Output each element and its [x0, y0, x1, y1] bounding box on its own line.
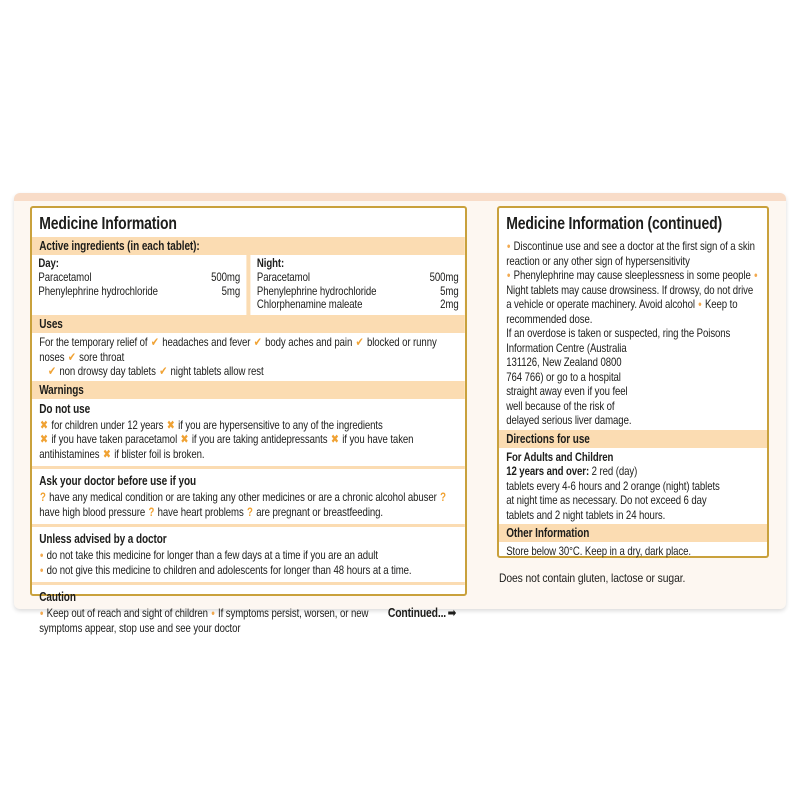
- question-icon: ?: [440, 490, 446, 505]
- ingredient-amount: 5mg: [221, 283, 241, 298]
- arrow-right-icon: ➡: [447, 605, 457, 621]
- directions-bar: Directions for use: [499, 430, 767, 448]
- question-icon: ?: [40, 490, 46, 505]
- text-segment: sore throat: [76, 349, 125, 364]
- dot-icon: •: [40, 606, 44, 621]
- uses-text: [32, 333, 465, 381]
- cross-icon: ✖: [180, 432, 189, 447]
- text-segment: straight away even if you feel: [506, 384, 628, 398]
- section-divider: [32, 582, 465, 585]
- ingredient-row: [38, 285, 240, 299]
- continued-marker: [388, 606, 458, 621]
- text-segment: Keep out of reach and sight of children: [44, 606, 211, 621]
- caution-text: [32, 604, 465, 637]
- text-segment: body aches and pain: [262, 335, 355, 350]
- ingredient-amount: 2mg: [440, 297, 459, 312]
- text-segment: have any medical condition or are taking any other medicines or are a chronic alcohol abuser: [46, 490, 440, 505]
- panel-title-continued: Medicine Information (continued): [506, 213, 722, 233]
- unless-advised-text: [32, 546, 465, 579]
- text-segment: at night time as necessary. Do not exceed 6 day: [506, 493, 707, 507]
- day-ingredients-column: [32, 255, 247, 315]
- ingredient-name: Phenylephrine hydrochloride: [256, 283, 377, 298]
- dot-icon: •: [698, 297, 702, 311]
- ingredient-row: [257, 285, 459, 299]
- caution-body-text: [39, 606, 368, 635]
- night-label: Night:: [256, 256, 285, 270]
- ingredient-amount: 500mg: [211, 269, 241, 284]
- check-icon: ✔: [150, 335, 159, 350]
- cross-icon: ✖: [40, 432, 48, 447]
- ingredient-amount: 500mg: [429, 269, 459, 284]
- cross-icon: ✖: [40, 417, 48, 432]
- continued-label: Continued...: [387, 605, 447, 621]
- text-segment: For the temporary relief of: [39, 335, 151, 350]
- text-segment: delayed serious liver damage.: [506, 413, 632, 427]
- text-segment: Phenylephrine may cause sleeplessness in some people: [511, 268, 754, 282]
- text-segment: 2 red (day): [589, 464, 638, 478]
- night-ingredients-column: [251, 255, 466, 315]
- medicine-info-continued-panel: [497, 206, 769, 558]
- bold-text-segment: For Adults and Children: [506, 449, 614, 464]
- text-segment: tablets every 4-6 hours and 2 orange (night) tablets: [506, 478, 720, 493]
- question-icon: ?: [247, 504, 253, 519]
- ingredient-row: [38, 271, 240, 285]
- ingredients-table: [32, 255, 465, 315]
- text-segment: have high blood pressure: [39, 504, 148, 519]
- cross-icon: ✖: [166, 417, 175, 432]
- cross-icon: ✖: [330, 432, 339, 447]
- allergen-footnote: Does not contain gluten, lactose or sugar.: [499, 571, 686, 585]
- dot-icon: •: [40, 562, 44, 577]
- text-segment: headaches and fever: [159, 335, 253, 350]
- dot-icon: •: [507, 268, 511, 282]
- dot-icon: •: [40, 548, 44, 563]
- day-label: Day:: [38, 256, 59, 270]
- dot-icon: •: [754, 268, 758, 282]
- text-segment: Keep to recommended dose.: [506, 297, 738, 326]
- question-icon: ?: [148, 504, 155, 519]
- do-not-use-heading: Do not use: [39, 401, 91, 416]
- text-segment: do not take this medicine for longer than a few days at a time if you are an adult: [44, 548, 378, 563]
- ask-doctor-heading: Ask your doctor before use if you: [39, 474, 197, 489]
- text-segment: for children under 12 years: [48, 417, 166, 432]
- warnings-bar: Warnings: [32, 381, 465, 399]
- check-icon: ✔: [253, 335, 262, 350]
- caution-heading: Caution: [39, 590, 76, 605]
- text-segment: if you have taken antihistamines: [39, 432, 414, 461]
- ingredient-name: Paracetamol: [256, 269, 310, 284]
- check-icon: ✔: [355, 335, 364, 350]
- text-segment: if you are taking antidepressants: [189, 432, 331, 447]
- text-segment: if you are hypersensitive to any of the ingredients: [175, 417, 383, 432]
- text-segment: tablets and 2 night tablets in 24 hours.: [506, 507, 666, 522]
- active-ingredients-bar: Active ingredients (in each tablet):: [32, 237, 465, 255]
- section-divider: [32, 466, 465, 469]
- uses-bar: Uses: [32, 315, 465, 333]
- cross-icon: ✖: [102, 446, 111, 461]
- continued-warnings-text: [499, 237, 767, 430]
- medicine-panel-card: [14, 193, 786, 635]
- card-top-stripe: [14, 193, 786, 201]
- medicine-info-panel: [30, 206, 467, 635]
- text-segment: 764 766) or go to a hospital: [506, 369, 621, 384]
- ingredient-row: [257, 298, 459, 312]
- check-icon: ✔: [48, 364, 56, 379]
- text-segment: Night tablets may cause drowsiness. If drowsy, do not drive a vehicle or operate machinery. Avoid alcohol: [506, 282, 754, 311]
- text-segment: 131126, New Zealand 0800: [506, 355, 622, 369]
- text-segment: if you have taken paracetamol: [48, 432, 180, 447]
- dot-icon: •: [211, 606, 215, 621]
- text-segment: night tablets allow rest: [167, 364, 264, 379]
- do-not-use-text: [32, 416, 465, 464]
- check-icon: ✔: [159, 364, 168, 379]
- directions-text: [499, 448, 767, 525]
- ingredient-name: Chlorphenamine maleate: [256, 297, 363, 312]
- bold-text-segment: 12 years and over:: [506, 464, 590, 478]
- check-icon: ✔: [67, 349, 76, 364]
- text-segment: blocked or runny noses: [39, 335, 437, 364]
- dot-icon: •: [507, 239, 511, 253]
- ask-doctor-text: [32, 488, 465, 521]
- unless-advised-heading: Unless advised by a doctor: [39, 532, 167, 547]
- text-segment: well because of the risk of: [506, 398, 615, 413]
- ingredient-amount: 5mg: [440, 283, 459, 298]
- text-segment: non drowsy day tablets: [56, 364, 159, 379]
- text-segment: If an overdose is taken or suspected, ring the Poisons Information Centre (Australia: [506, 326, 731, 355]
- text-segment: are pregnant or breastfeeding.: [253, 504, 383, 519]
- text-segment: do not give this medicine to children and adolescents for longer than 48 hours at a time.: [44, 562, 412, 577]
- other-information-bar: Other Information: [499, 524, 767, 542]
- ingredient-name: Phenylephrine hydrochloride: [38, 283, 158, 298]
- panel-title: Medicine Information: [39, 213, 177, 233]
- section-divider: [32, 524, 465, 527]
- text-segment: Discontinue use and see a doctor at the first sign of a skin reaction or any other sign of hypersensitivity: [506, 239, 755, 268]
- text-segment: have heart problems: [155, 504, 247, 519]
- ingredient-name: Paracetamol: [38, 269, 92, 284]
- storage-text: Store below 30°C. Keep in a dry, dark place.: [506, 544, 691, 558]
- text-segment: If symptoms persist, worsen, or new symptoms appear, stop use and see your doctor: [39, 606, 369, 635]
- text-segment: if blister foil is broken.: [111, 446, 205, 461]
- ingredient-row: [257, 271, 459, 285]
